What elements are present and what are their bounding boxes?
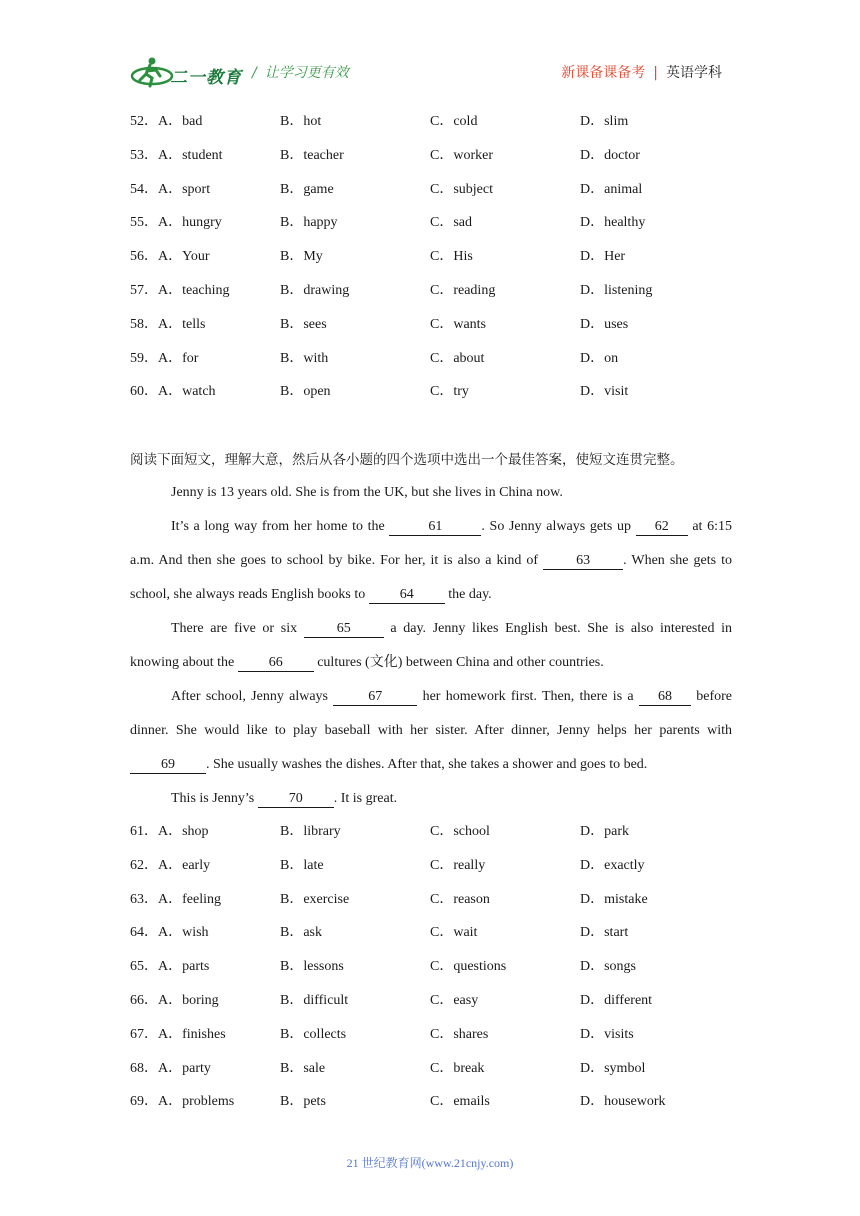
option-d: D．visit bbox=[580, 384, 629, 400]
header-subject-label: 英语学科 bbox=[666, 65, 722, 81]
header-subject bbox=[561, 62, 722, 82]
option-a: 58．A．tells bbox=[130, 316, 206, 332]
option-a: 60．A．watch bbox=[130, 384, 216, 400]
option-b: B．library bbox=[280, 824, 341, 839]
option-a: 54．A．sport bbox=[130, 181, 211, 197]
option-a: 63．A．feeling bbox=[130, 891, 221, 907]
option-c: C．really bbox=[430, 857, 486, 873]
slogan-text: 让学习更有效 bbox=[264, 65, 349, 81]
option-b: B．hot bbox=[280, 114, 322, 129]
option-b: B．ask bbox=[280, 925, 322, 941]
option-c: C．His bbox=[430, 249, 473, 265]
blank-65: 65 bbox=[304, 621, 384, 638]
option-c: C．cold bbox=[430, 114, 478, 129]
option-d: D．uses bbox=[580, 316, 629, 332]
option-d: D．symbol bbox=[580, 1060, 646, 1076]
option-d: D．songs bbox=[580, 959, 637, 975]
passage-paragraph-2: It’s a long way from her home to the 61 . So Jenny always gets up 62 at 6:15 a.m. And then she goes to school by bike. For her, it is also a kind of 63 . When she gets to school, she always reads English books to 64 the day. bbox=[130, 519, 732, 602]
option-c: C．easy bbox=[430, 993, 479, 1008]
option-d: D．on bbox=[580, 350, 619, 366]
option-a: 52．A．bad bbox=[130, 114, 203, 129]
passage-paragraph-1: Jenny is 13 years old. She is from the UK, but she lives in China now. bbox=[171, 485, 563, 500]
option-c: C．subject bbox=[430, 181, 493, 197]
header-divider: | bbox=[653, 65, 658, 81]
option-c: C．shares bbox=[430, 1026, 489, 1042]
option-d: D．doctor bbox=[580, 147, 640, 163]
blank-62: 62 bbox=[636, 519, 688, 536]
option-a: 53．A．student bbox=[130, 147, 223, 163]
option-b: B．late bbox=[280, 857, 324, 873]
blank-69: 69 bbox=[130, 757, 206, 774]
blank-64: 64 bbox=[369, 587, 445, 604]
blank-66: 66 bbox=[238, 655, 314, 672]
option-c: C．school bbox=[430, 824, 490, 839]
blank-68: 68 bbox=[639, 689, 691, 706]
option-a: 68．A．party bbox=[130, 1060, 211, 1076]
option-b: B．pets bbox=[280, 1094, 326, 1110]
option-d: D．mistake bbox=[580, 891, 648, 907]
option-a: 56．A．Your bbox=[130, 249, 210, 265]
option-d: D．exactly bbox=[580, 857, 645, 873]
option-c: C．reason bbox=[430, 891, 490, 907]
blank-70: 70 bbox=[258, 791, 334, 808]
option-b: B．sees bbox=[280, 316, 327, 332]
option-b: B．lessons bbox=[280, 959, 344, 975]
option-b: B．sale bbox=[280, 1060, 326, 1076]
option-a: 61．A．shop bbox=[130, 824, 209, 839]
option-b: B．happy bbox=[280, 215, 338, 231]
option-a: 65．A．parts bbox=[130, 959, 210, 975]
option-a: 64．A．wish bbox=[130, 925, 209, 941]
instruction-text: 阅读下面短文，理解大意，然后从各小题的四个选项中选出一个最佳答案，使短文连贯完整。 bbox=[130, 452, 684, 468]
option-b: B．difficult bbox=[280, 993, 349, 1008]
option-d: D．listening bbox=[580, 283, 653, 298]
option-c: C．about bbox=[430, 350, 485, 366]
option-b: B．drawing bbox=[280, 283, 350, 298]
option-a: 59．A．for bbox=[130, 350, 199, 366]
option-d: D．Her bbox=[580, 249, 626, 265]
option-d: D．park bbox=[580, 824, 629, 839]
option-b: B．teacher bbox=[280, 147, 344, 163]
blank-61: 61 bbox=[389, 519, 481, 536]
blank-63: 63 bbox=[543, 553, 623, 570]
header-course-label: 新课备课备考 bbox=[561, 65, 646, 81]
option-c: C．emails bbox=[430, 1094, 490, 1110]
option-a: 67．A．finishes bbox=[130, 1026, 226, 1042]
option-c: C．wants bbox=[430, 316, 486, 332]
option-b: B．collects bbox=[280, 1026, 347, 1042]
option-a: 69．A．problems bbox=[130, 1094, 235, 1110]
option-c: C．worker bbox=[430, 147, 493, 163]
option-d: D．slim bbox=[580, 114, 629, 129]
option-d: D．animal bbox=[580, 181, 643, 197]
passage-paragraph-4: After school, Jenny always 67 her homework first. Then, there is a 68 before dinner. She would like to play baseball with her sister. After dinner, Jenny helps her parents with 69 . She usually washes the dishes. After that, she takes a shower and goes to bed. bbox=[130, 689, 732, 772]
passage-paragraph-5: This is Jenny’s 70 . It is great. bbox=[171, 791, 398, 806]
option-c: C．try bbox=[430, 384, 469, 400]
option-d: D．start bbox=[580, 925, 629, 941]
option-d: D．visits bbox=[580, 1026, 634, 1042]
option-a: 57．A．teaching bbox=[130, 283, 230, 298]
passage-paragraph-3: There are five or six 65 a day. Jenny likes English best. She is also interested in knowing about the 66 cultures (文化) between China and other countries. bbox=[130, 621, 732, 670]
option-a: 62．A．early bbox=[130, 857, 211, 873]
header-slogan bbox=[252, 62, 349, 82]
option-d: D．housework bbox=[580, 1094, 666, 1110]
option-c: C．questions bbox=[430, 959, 507, 975]
slogan-separator: / bbox=[252, 65, 257, 81]
option-c: C．wait bbox=[430, 925, 478, 941]
option-b: B．open bbox=[280, 384, 331, 400]
option-d: D．healthy bbox=[580, 215, 646, 231]
option-b: B．My bbox=[280, 249, 323, 265]
option-c: C．reading bbox=[430, 283, 496, 298]
option-b: B．exercise bbox=[280, 891, 350, 907]
option-d: D．different bbox=[580, 993, 653, 1008]
option-a: 66．A．boring bbox=[130, 993, 219, 1008]
page-header bbox=[130, 56, 730, 92]
logo-text: 二一教育 bbox=[170, 68, 242, 88]
page-footer: 21 世纪教育网(www.21cnjy.com) bbox=[346, 1156, 514, 1170]
option-c: C．break bbox=[430, 1060, 485, 1076]
option-b: B．game bbox=[280, 181, 334, 197]
option-c: C．sad bbox=[430, 215, 472, 231]
option-a: 55．A．hungry bbox=[130, 215, 222, 231]
blank-67: 67 bbox=[333, 689, 417, 706]
option-b: B．with bbox=[280, 350, 329, 366]
